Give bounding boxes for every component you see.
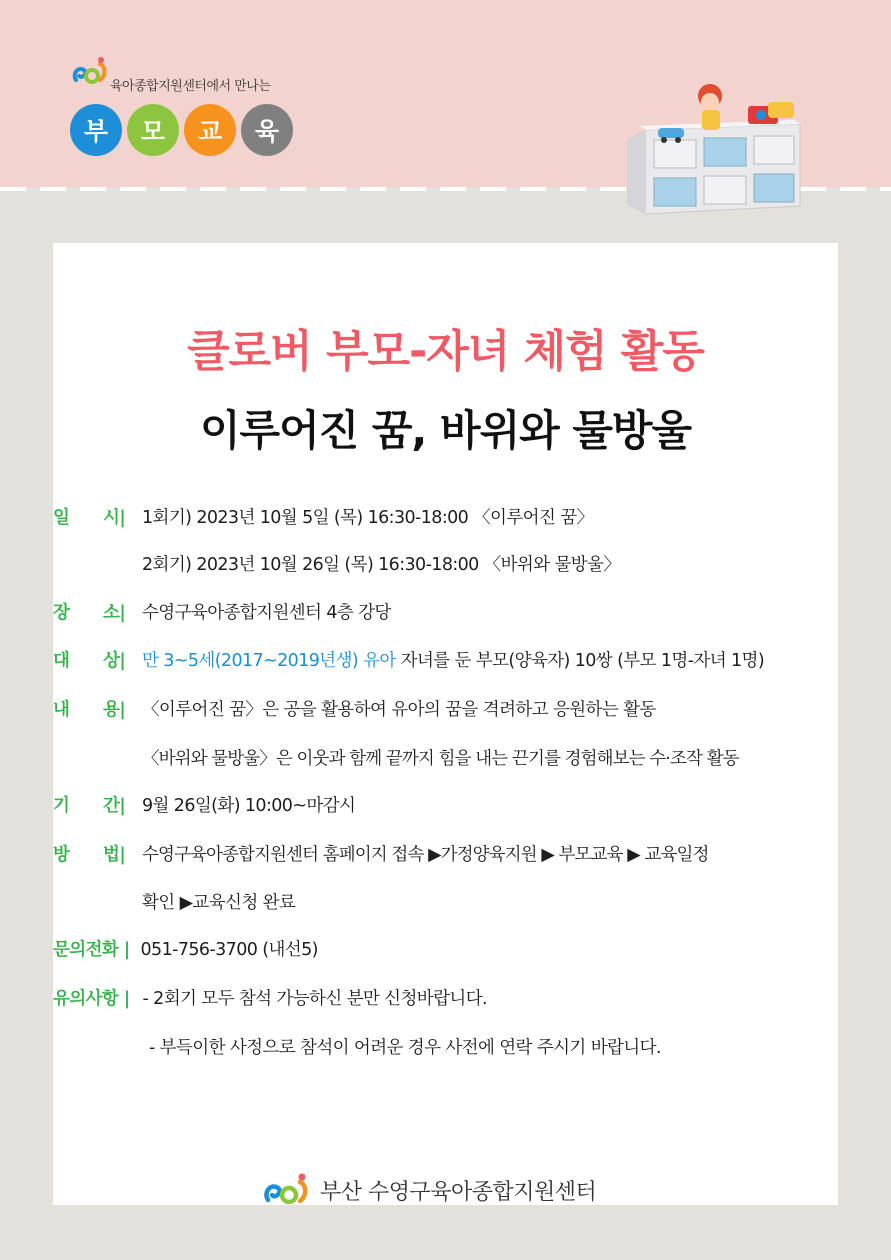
notice-line-2: - 부득이한 사정으로 참석이 어려운 경우 사전에 연락 주시기 바랍니다. [149, 1038, 661, 1058]
event-title: 클로버 부모-자녀 체험 활동 [187, 326, 704, 377]
center-logo-icon [262, 1170, 314, 1210]
target-rest: 자녀를 둔 부모(양육자) 10쌍 (부모 1명-자녀 1명) [395, 651, 765, 671]
label-notice: 유의사항 | [53, 989, 130, 1009]
label-period-a: 기 [53, 796, 70, 816]
content-line-1: 〈이루어진 꿈〉은 공을 활용하여 유아의 꿈을 격려하고 응원하는 활동 [142, 700, 656, 720]
center-logo-icon [70, 52, 110, 92]
label-target-b: 상| [103, 651, 126, 671]
detail-row-notice [53, 986, 487, 1012]
label-method-b: 법| [103, 845, 126, 865]
label-method-a: 방 [53, 845, 70, 865]
target-highlight: 만 3~5세(2017~2019년생) 유아 [142, 651, 396, 671]
schedule-session-1: 1회기) 2023년 10월 5일 (목) 16:30-18:00 〈이루어진 꿈〉 [142, 508, 594, 528]
method-line-1: 수영구육아종합지원센터 홈페이지 접속 ▶가정양육지원 ▶ 부모교육 ▶ 교육일정 [142, 845, 709, 865]
label-contact: 문의전화 | [53, 940, 130, 960]
contact-text: 051-756-3700 (내선5) [140, 940, 318, 960]
badge-bu: 부 [70, 104, 122, 156]
label-place-b: 소| [103, 603, 126, 623]
detail-row-contact [53, 937, 318, 963]
header-tagline: 육아종합지원센터에서 만나는 [110, 79, 271, 94]
event-subtitle: 이루어진 꿈, 바위와 물방울 [199, 406, 692, 455]
badge-gyo: 교 [184, 104, 236, 156]
label-content-a: 내 [53, 700, 70, 720]
label-schedule-b: 시| [103, 508, 126, 528]
notice-line-1: - 2회기 모두 참석 가능하신 분만 신청바랍니다. [142, 989, 487, 1009]
label-period-b: 간| [103, 796, 126, 816]
label-schedule-a: 일 [53, 508, 70, 528]
toy-shelf-illustration [618, 82, 818, 222]
footer-org-name: 부산 수영구육아종합지원센터 [320, 1179, 597, 1205]
label-place-a: 장 [53, 603, 70, 623]
method-line-2: 확인 ▶교육신청 완료 [142, 893, 296, 913]
footer-org [262, 1170, 596, 1210]
content-line-2: 〈바위와 물방울〉은 이웃과 함께 끝까지 힘을 내는 끈기를 경험해보는 수·조작 활동 [142, 749, 739, 769]
target-text [142, 648, 764, 674]
badge-mo: 모 [127, 104, 179, 156]
schedule-session-2: 2회기) 2023년 10월 26일 (목) 16:30-18:00 〈바위와 물방울〉 [142, 555, 621, 575]
badge-yuk: 육 [241, 104, 293, 156]
label-target-a: 대 [53, 651, 70, 671]
period-text: 9월 26일(화) 10:00~마감시 [142, 796, 356, 816]
label-content-b: 용| [103, 700, 126, 720]
program-badges [70, 104, 293, 156]
place-text: 수영구육아종합지원센터 4층 강당 [142, 603, 391, 623]
